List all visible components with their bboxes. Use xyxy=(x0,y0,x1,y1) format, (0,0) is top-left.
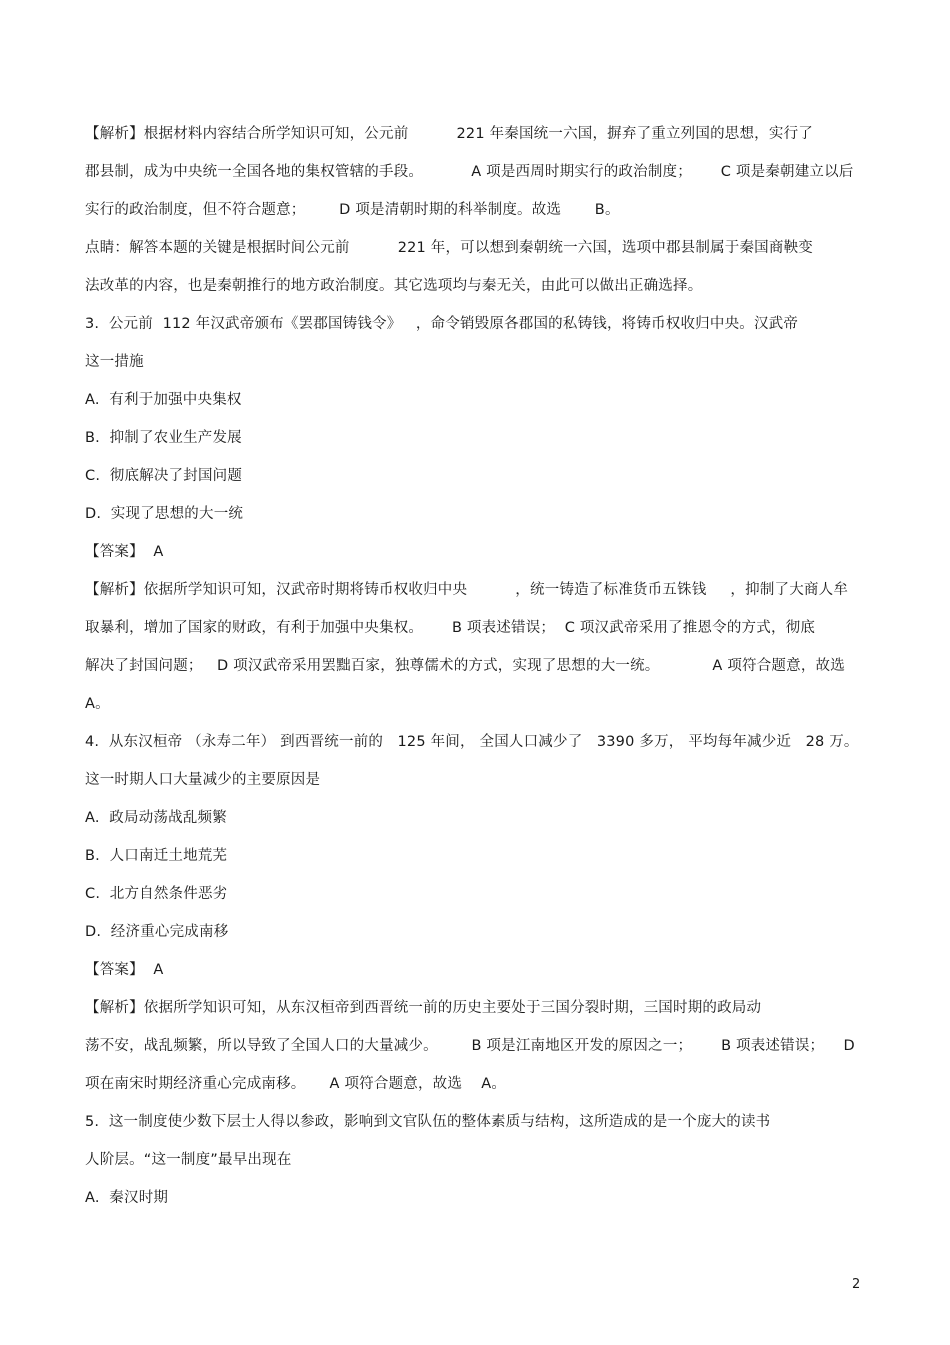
text-line: 这一时期人口大量减少的主要原因是 xyxy=(85,772,321,788)
text-line: 解决了封国问题； D 项汉武帝采用罢黜百家，独尊儒术的方式，实现了思想的大一统。 A 项符合题意，故选 xyxy=(85,658,845,674)
text-line: A。 xyxy=(85,696,110,712)
text-line: 项在南宋时期经济重心完成南移。 A 项符合题意，故选 A。 xyxy=(85,1076,507,1092)
option-c: C. 北方自然条件恶劣 xyxy=(85,886,228,902)
option-a: A. 有利于加强中央集权 xyxy=(85,392,242,408)
option-a: A. 秦汉时期 xyxy=(85,1190,169,1206)
text-line: 法改革的内容，也是秦朝推行的地方政治制度。其它选项均与秦无关，由此可以做出正确选择。 xyxy=(85,278,703,294)
page-number: 2 xyxy=(852,1277,861,1292)
answer-line: 【答案】 A xyxy=(85,544,164,560)
question-5-stem: 5. 这一制度使少数下层士人得以参政，影响到文官队伍的整体素质与结构，这所造成的是一个庞大的读书 xyxy=(85,1114,771,1130)
text-line: 这一措施 xyxy=(85,354,144,370)
question-3-stem: 3. 公元前 112 年汉武帝颁布《罢郡国铸钱令》 ，命令销毁原各郡国的私铸钱，将铸币权收归中央。汉武帝 xyxy=(85,316,799,332)
option-b: B. 人口南迁土地荒芜 xyxy=(85,848,228,864)
analysis-line: 【解析】依据所学知识可知，汉武帝时期将铸币权收归中央 ，统一铸造了标准货币五铢钱 ，抑制了大商人牟 xyxy=(85,582,849,598)
option-b: B. 抑制了农业生产发展 xyxy=(85,430,242,446)
option-c: C. 彻底解决了封国问题 xyxy=(85,468,243,484)
text-line: 郡县制，成为中央统一全国各地的集权管辖的手段。 A 项是西周时期实行的政治制度； C 项是秦朝建立以后 xyxy=(85,164,854,180)
option-d: D. 经济重心完成南移 xyxy=(85,924,229,940)
text-line: 实行的政治制度，但不符合题意； D 项是清朝时期的科举制度。故选 B。 xyxy=(85,202,620,218)
text-line: 点睛：解答本题的关键是根据时间公元前 221 年，可以想到秦朝统一六国，选项中郡县制属于秦国商鞅变 xyxy=(85,240,813,256)
text-line: 荡不安，战乱频繁，所以导致了全国人口的大量减少。 B 项是江南地区开发的原因之一； B 项表述错误； D xyxy=(85,1038,855,1054)
question-4-stem: 4. 从东汉桓帝 （永寿二年） 到西晋统一前的 125 年间， 全国人口减少了 3390 多万， 平均每年减少近 28 万。 xyxy=(85,734,859,750)
text-line: 人阶层。“这一制度”最早出现在 xyxy=(85,1152,292,1168)
answer-line: 【答案】 A xyxy=(85,962,164,978)
text-line: 取暴利，增加了国家的财政，有利于加强中央集权。 B 项表述错误； C 项汉武帝采用了推恩令的方式，彻底 xyxy=(85,620,816,636)
option-a: A. 政局动荡战乱频繁 xyxy=(85,810,227,826)
option-d: D. 实现了思想的大一统 xyxy=(85,506,244,522)
text-line: 【解析】根据材料内容结合所学知识可知，公元前 221 年秦国统一六国，摒弃了重立列国的思想，实行了 xyxy=(85,126,813,142)
analysis-line: 【解析】依据所学知识可知，从东汉桓帝到西晋统一前的历史主要处于三国分裂时期，三国时期的政局动 xyxy=(85,1000,762,1016)
